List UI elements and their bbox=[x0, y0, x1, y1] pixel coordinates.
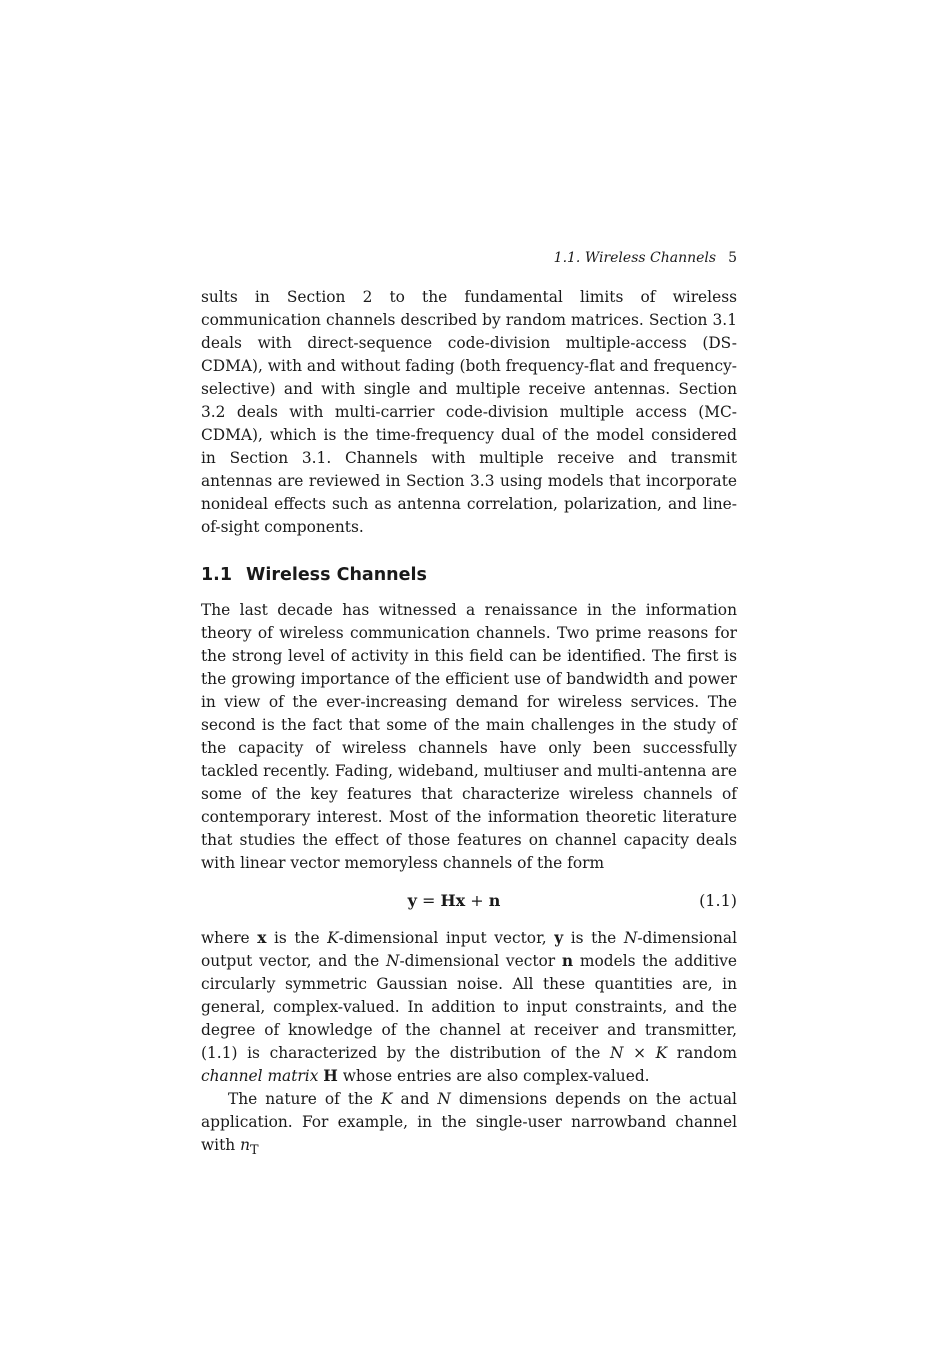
text-run: models the additive circularly symmetric Gaussian noise. All these quantities are, in general, complex-valued. In addition to input constraints, and the degree of knowledge of the channel at receiver and transmitter, (1.1) is characterized by the distribution of the bbox=[201, 952, 737, 1062]
text-run: whose entries are also complex-valued. bbox=[337, 1067, 650, 1085]
text-run: is the bbox=[563, 929, 624, 947]
section-number: 1.1 bbox=[201, 565, 233, 585]
section-heading bbox=[201, 563, 737, 587]
text-run: random bbox=[667, 1044, 737, 1062]
symbol-N: N bbox=[385, 952, 400, 970]
symbol-n: n bbox=[561, 952, 574, 970]
body-paragraph-2 bbox=[201, 927, 737, 1088]
text-run: is the bbox=[266, 929, 328, 947]
text-run: dimensions depends on the actual application. For example, in the single-user narrowband channel with bbox=[201, 1090, 737, 1154]
running-title: 1.1. Wireless Channels bbox=[553, 250, 717, 266]
page-content bbox=[201, 246, 737, 1162]
eq-y: y bbox=[407, 891, 417, 910]
equation-1-1 bbox=[201, 889, 737, 913]
body-paragraph-1: The last decade has witnessed a renaissance in the information theory of wireless communication channels. Two prime reasons for the strong level of activity in this field can be identified. The first is the growing importance of the efficient use of bandwidth and power in view of the ever-increasing demand for wireless services. The second is the fact that some of the main challenges in the study of the capacity of wireless channels have only been successfully tackled recently. Fading, wideband, multiuser and multi-antenna are some of the key features that characterize wireless channels of contemporary interest. Most of the information theoretic literature that studies the effect of those features on channel capacity deals with linear vector memoryless channels of the form bbox=[201, 601, 737, 872]
eq-n: n bbox=[488, 891, 501, 910]
text-run: -dimensional output vector, and the bbox=[201, 929, 737, 970]
symbol-K: K bbox=[381, 1090, 393, 1108]
symbol-N-times-K: N × K bbox=[610, 1044, 668, 1062]
symbol-n-T: n bbox=[240, 1136, 251, 1154]
symbol-H: H bbox=[323, 1067, 338, 1085]
body-paragraph-3 bbox=[201, 1088, 737, 1162]
running-header bbox=[201, 246, 737, 270]
section-title: Wireless Channels bbox=[246, 565, 427, 585]
eq-x: x bbox=[455, 891, 466, 910]
symbol-x: x bbox=[257, 929, 267, 947]
text-run: where bbox=[201, 929, 258, 947]
eq-plus: + bbox=[465, 891, 489, 910]
text-run: -dimensional vector bbox=[399, 952, 562, 970]
text-run: and bbox=[392, 1090, 438, 1108]
equation-number: (1.1) bbox=[699, 891, 737, 910]
eq-H: H bbox=[440, 891, 456, 910]
eq-equals: = bbox=[416, 891, 441, 910]
text-run: The nature of the bbox=[228, 1090, 381, 1108]
symbol-N: N bbox=[437, 1090, 451, 1108]
symbol-N: N bbox=[623, 929, 638, 947]
symbol-y: y bbox=[554, 929, 564, 947]
symbol-K: K bbox=[327, 929, 339, 947]
subscript-T: T bbox=[250, 1143, 259, 1159]
text-run: -dimensional input vector, bbox=[338, 929, 555, 947]
term-channel-matrix: channel matrix bbox=[201, 1067, 319, 1085]
intro-paragraph: sults in Section 2 to the fundamental limits of wireless communication channels described by random matrices. Section 3.1 deals with direct-sequence code-division multiple-access (DS-CDMA), with and without fading (both frequency-flat and frequency-selective) and with single and multiple receive antennas. Section 3.2 deals with multi-carrier code-division multiple access (MC-CDMA), which is the time-frequency dual of the model considered in Section 3.1. Channels with multiple receive and transmit antennas are reviewed in Section 3.3 using models that incorporate nonideal effects such as antenna correlation, polarization, and line-of-sight components. bbox=[201, 288, 737, 536]
equation-body bbox=[171, 889, 737, 913]
page-number: 5 bbox=[728, 250, 737, 266]
